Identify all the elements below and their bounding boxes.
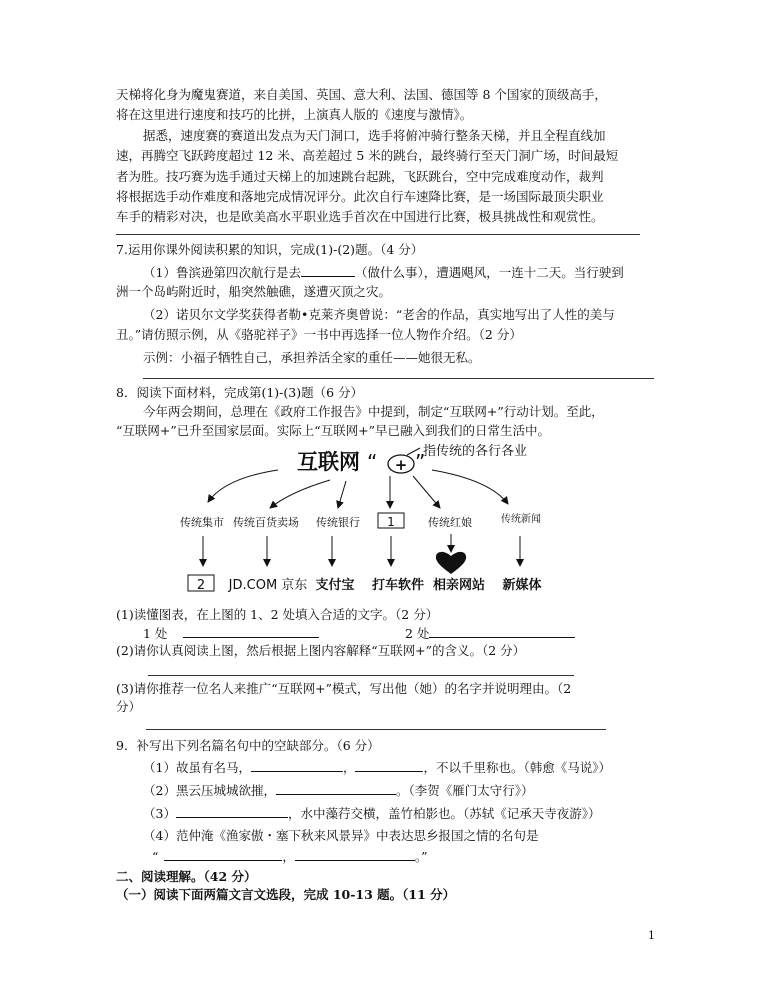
answer-line[interactable]: [148, 675, 574, 676]
answer-blank[interactable]: [176, 804, 288, 818]
q7-part1-text-b: （做什么事），遭遇飓风，一连十二天。当行驶到: [354, 265, 624, 280]
q8-title: 8．阅读下面材料，完成第(1)-(3)题（6 分）: [116, 385, 364, 400]
q9-line5-text-a: “: [152, 849, 159, 864]
answer-line[interactable]: [143, 378, 654, 379]
q8-sub1-blank1: [143, 624, 319, 643]
q9-line3-text-b: ，水中藻荇交横，盖竹柏影也。（苏轼《记承天寺夜游》）: [287, 806, 601, 821]
q8-sub3: (3)请你推荐一位名人来推广“互联网+”模式，写出他（她）的名字并说明理由。（2: [116, 681, 572, 696]
diagram-quote-close: ”: [415, 450, 426, 474]
answer-blank[interactable]: [183, 624, 319, 638]
answer-blank[interactable]: [164, 847, 282, 861]
q8-sub3-continued: 分）: [116, 699, 142, 714]
blank-2-label: 2 处: [405, 626, 430, 641]
passage-line: 车手的精彩对决，也是欧美高水平职业选手首次在中国进行比赛，极具挑战性和观赏性。: [116, 209, 604, 224]
bottom-label: JD.COM 京东: [228, 578, 308, 593]
blank-1-label: 1 处: [143, 626, 168, 641]
q7-part2: （2）诺贝尔文学奖获得者勒•克莱齐奥曾说：“老舍的作品，真实地写出了人性的美与: [143, 307, 615, 322]
q9-line2-text-a: （2）黑云压城城欲摧，: [143, 783, 276, 798]
passage-line: 将根据选手动作难度和落地完成情况评分。此次自行车速降比赛，是一场国际最顶尖职业: [116, 189, 604, 204]
diagram-quote-open: “: [367, 450, 378, 474]
q8-intro-continued: “互联网+”已升至国家层面。实际上“互联网+”早已融入到我们的日常生活中。: [116, 423, 551, 438]
bottom-label: 打车软件: [371, 578, 425, 593]
q7-part1-continued: 洲一个岛屿附近时，船突然触礁，遂遭灭顶之灾。: [116, 284, 392, 299]
section2-title: 二、阅读理解。（42 分）: [116, 869, 257, 884]
q7-example: 示例：小福子牺牲自己，承担养活全家的重任——她很无私。: [143, 350, 481, 365]
q9-line5-text-b: ，: [282, 849, 295, 864]
arrow-icon: [270, 480, 330, 508]
top-label: 传统百货卖场: [233, 516, 299, 529]
q9-line1-text-b: ，: [342, 760, 356, 775]
internet-plus-diagram: [170, 440, 590, 604]
q9-line4: （4）范仲淹《渔家傲・塞下秋来风景异》中表达思乡报国之情的名句是: [143, 828, 539, 843]
heart-icon: [436, 552, 466, 574]
q8-sub1: (1)读懂图表，在上图的 1、2 处填入合适的文字。（2 分）: [116, 607, 439, 622]
passage-line: 据悉，速度赛的赛道出发点为天门洞口，选手将俯冲骑行整条天梯，并且全程直线加: [143, 128, 606, 143]
passage-line: 者为胜。技巧赛为选手通过天梯上的加速跳台起跳，飞跃跳台，空中完成难度动作，裁判: [116, 169, 604, 184]
plus-sign: +: [394, 456, 408, 474]
q9-title: 9．补写出下列名篇名句中的空缺部分。（6 分）: [116, 738, 380, 753]
divider: [116, 234, 640, 235]
q8-sub1-blank2: [405, 624, 575, 643]
q8-sub2: (2)请你认真阅读上图，然后根据上图内容解释“互联网+”的含义。（2 分）: [116, 643, 526, 658]
bottom-label: 新媒体: [502, 578, 542, 593]
q9-line5: [152, 847, 428, 866]
q9-line3-text-a: （3）: [143, 806, 176, 821]
q9-line2: [143, 781, 533, 800]
answer-blank[interactable]: [295, 847, 415, 861]
top-label: 传统集市: [180, 516, 224, 529]
passage-line: 速，再腾空飞跃跨度超过 12 米、高差超过 5 米的跳台，最终骑行至天门洞广场，时间最短: [116, 148, 619, 163]
blank-box-2-label: 2: [196, 578, 206, 593]
answer-blank[interactable]: [429, 624, 575, 638]
q7-part1: [143, 263, 624, 282]
q9-line3: [143, 804, 600, 823]
section2-subtitle: （一）阅读下面两篇文言文选段，完成 10-13 题。（11 分）: [116, 887, 456, 902]
q7-part1-text-a: （1）鲁滨逊第四次航行是去: [143, 265, 301, 280]
answer-line[interactable]: [146, 729, 606, 730]
top-label: 传统银行: [316, 516, 360, 529]
arrow-icon: [432, 470, 508, 504]
q9-line1-text-c: ，不以千里称也。（韩愈《马说》）: [423, 760, 611, 775]
passage-line: 天梯将化身为魔鬼赛道，来自美国、英国、意大利、法国、德国等 8 个国家的顶级高手，: [116, 87, 607, 102]
top-label: 传统红娘: [428, 516, 472, 529]
q7-title: 7.运用你课外阅读积累的知识，完成(1)-(2)题。（4 分）: [116, 242, 424, 257]
page-number: 1: [648, 929, 655, 942]
plus-note: 指传统的各行各业: [423, 444, 528, 459]
diagram-title: 互联网: [297, 450, 360, 474]
q9-line2-text-b: 。（李贺《雁门太守行》）: [395, 783, 534, 798]
answer-blank[interactable]: [276, 781, 396, 795]
answer-blank[interactable]: [251, 758, 343, 772]
q7-part2-continued: 丑。”请仿照示例，从《骆驼祥子》一书中再选择一位人物作介绍。（2 分）: [116, 327, 522, 342]
q9-line5-text-c: 。”: [414, 849, 428, 864]
bottom-label: 相亲网站: [432, 578, 486, 593]
arrow-icon: [338, 481, 346, 508]
top-label: 传统新闻: [501, 514, 541, 525]
q9-line1: [143, 758, 611, 777]
passage-line: 将在这里进行速度和技巧的比拼，上演真人版的《速度与激情》。: [116, 107, 473, 122]
arrow-icon: [208, 470, 278, 502]
q9-line1-text-a: （1）故虽有名马，: [143, 760, 251, 775]
arrow-icon: [413, 476, 440, 508]
answer-blank[interactable]: [355, 758, 423, 772]
blank-box-1-label: 1: [387, 515, 395, 529]
q8-intro: 今年两会期间，总理在《政府工作报告》中提到，制定“互联网+”行动计划。至此，: [143, 404, 604, 419]
bottom-label: 支付宝: [315, 578, 355, 593]
answer-blank[interactable]: [301, 263, 355, 277]
